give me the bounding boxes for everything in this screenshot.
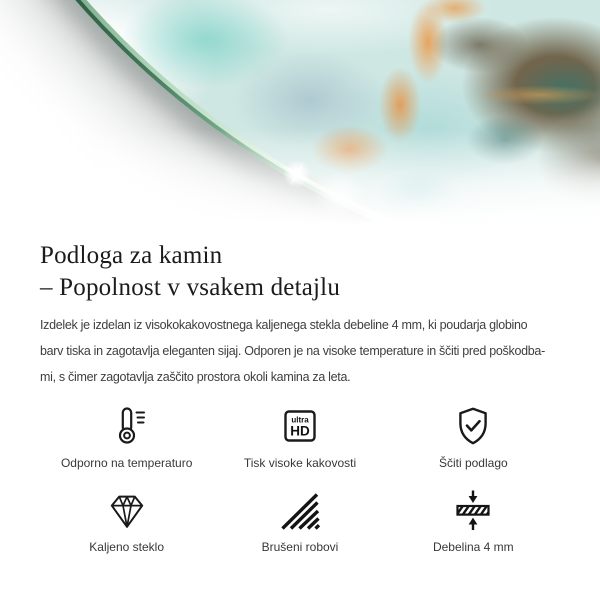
ultra-hd-icon [278, 404, 322, 448]
description-line: Izdelek je izdelan iz visokokakovostnega kaljenega stekla debeline 4 mm, ki poudarja globino [40, 318, 528, 332]
description-line: barv tiska in zagotavlja eleganten sijaj. Odporen je na visoke temperature in ščiti pred poškodba- [40, 344, 545, 358]
feature-label: Ščiti podlago [438, 456, 508, 470]
diamond-icon [105, 488, 149, 532]
feature-label: Brušeni robovi [261, 540, 339, 554]
feature-protection [387, 404, 560, 471]
feature-thickness [387, 488, 560, 555]
ultra-label: ultra [291, 415, 309, 425]
page-title [40, 240, 560, 303]
feature-grid [40, 404, 560, 555]
beveled-edges-icon [278, 488, 322, 532]
feature-label: Kaljeno steklo [89, 540, 165, 554]
title-line-2: – Popolnost v vsakem detajlu [40, 273, 341, 301]
photo-white-fade [0, 0, 600, 234]
title-line-1: Podloga za kamin [40, 242, 223, 269]
product-photo [0, 0, 600, 234]
feature-label: Tisk visoke kakovosti [243, 456, 357, 470]
feature-polished-edges [213, 488, 386, 555]
shield-check-icon [451, 404, 495, 448]
thermometer-icon [105, 404, 149, 448]
product-description-section [0, 240, 600, 555]
description-line: mi, s čimer zagotavlja zaščito prostora okoli kamina za leta. [40, 370, 351, 384]
feature-tempered-glass [40, 488, 213, 555]
feature-label: Odporno na temperaturo [60, 456, 193, 470]
feature-label: Debelina 4 mm [432, 540, 514, 554]
feature-temperature [40, 404, 213, 471]
feature-print-quality [213, 404, 386, 471]
product-description [40, 312, 560, 390]
hd-label: HD [290, 423, 310, 439]
thickness-icon [451, 488, 495, 532]
